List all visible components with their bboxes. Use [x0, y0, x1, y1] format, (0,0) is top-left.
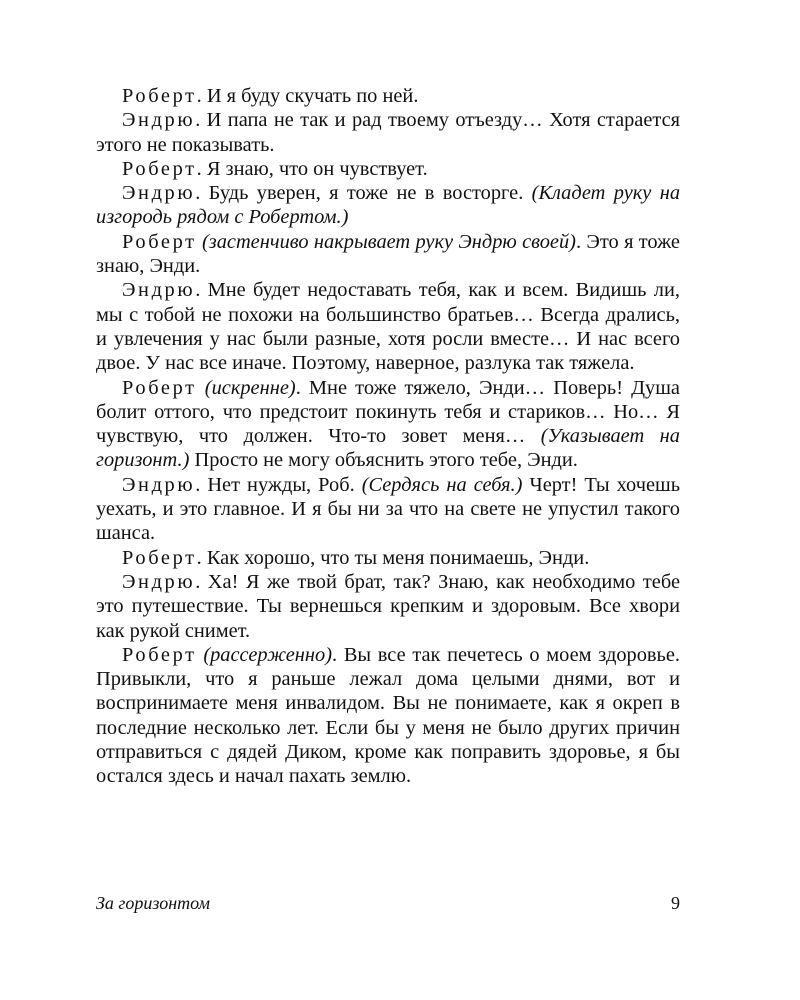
dialogue-text: . Как хорошо, что ты меня понимаешь, Энди. — [196, 546, 590, 569]
stage-direction: (Указывает на горизонт.) — [96, 425, 680, 472]
dialogue-text: Черт! Ты хочешь уехать, и это главное. И я бы ни за что на свете не упустил такого шанса. — [96, 473, 680, 545]
dialogue-paragraph — [96, 376, 680, 473]
running-title: За горизонтом — [96, 893, 210, 913]
dialogue-text: . Я знаю, что он чувствует. — [196, 157, 428, 180]
dialogue-paragraph — [96, 108, 680, 157]
dialogue-paragraph — [96, 473, 680, 546]
speaker-name: Эндрю — [122, 473, 196, 496]
text-column — [96, 84, 680, 789]
stage-direction: (застенчиво накрывает руку Эндрю своей) — [201, 230, 576, 253]
speaker-name: Эндрю — [122, 109, 196, 132]
speaker-name: Роберт — [122, 85, 197, 107]
dialogue-text: . Мне будет недоставать тебя, как и всем. Видишь ли, мы с тобой не похожи на большинство братьев… Всегда дрались, и увлечения у нас были разные, хотя росли вместе… И нас всего двое. У нас все иначе. Поэтому, наверное, разлука так тяжела. — [96, 279, 680, 375]
dialogue-paragraph — [96, 546, 680, 570]
speaker-name: Эндрю — [122, 570, 196, 593]
dialogue-text: . Мне тоже тяжело, Энди… Поверь! Душа болит оттого, что предстоит покинуть тебя и стариков… Но… Я чувствую, что должен. Что-то зовет меня… — [96, 376, 680, 448]
dialogue-text: . Это я тоже знаю, Энди. — [96, 230, 680, 278]
stage-direction: (рассерженно) — [203, 643, 333, 666]
speaker-name: Роберт — [122, 546, 197, 569]
speaker-name: Роберт — [122, 230, 197, 253]
dialogue-text: . И я буду скучать по ней. — [196, 85, 419, 107]
dialogue-paragraph — [96, 84, 680, 108]
dialogue-paragraph — [96, 278, 680, 375]
dialogue-paragraph — [96, 181, 680, 230]
speaker-name: Роберт — [122, 157, 197, 180]
dialogue-paragraph — [96, 643, 680, 789]
dialogue-text: . Ха! Я же твой брат, так? Знаю, как необходимо тебе это путешествие. Ты вернешься крепким и здоровым. Все хвори как рукой снимет. — [96, 570, 680, 642]
dialogue-text: . Нет нужды, Роб. — [195, 473, 362, 496]
page-footer — [96, 893, 680, 914]
dialogue-text: Просто не могу объяснить этого тебе, Энди. — [189, 449, 578, 472]
speaker-name: Эндрю — [122, 182, 196, 205]
dialogue-paragraph — [96, 157, 680, 181]
speaker-name: Эндрю — [122, 279, 196, 302]
dialogue-paragraph — [96, 230, 680, 279]
page-number: 9 — [671, 893, 680, 913]
speaker-name: Роберт — [122, 643, 197, 666]
speaker-name: Роберт — [122, 376, 197, 399]
dialogue-text: . Будь уверен, я тоже не в восторге. — [195, 182, 532, 205]
stage-direction: (Кладет руку на изгородь рядом с Робертом.) — [96, 182, 681, 229]
dialogue-paragraph — [96, 570, 680, 643]
dialogue-text — [197, 377, 205, 399]
stage-direction: (искренне) — [204, 376, 296, 399]
dialogue-text: . Вы все так печетесь о моем здоровье. Привыкли, что я раньше лежал дома целыми днями, вот и воспринимаете меня инвалидом. Вы не понимаете, как я окреп в последние несколько лет. Если бы у меня не было других причин отправиться с дядей Диком, кроме как поправить здоровье, я бы остался здесь и начал пахать землю. — [96, 643, 680, 788]
dialogue-text: . И папа не так и рад твоему отъезду… Хотя старается этого не показывать. — [96, 109, 680, 156]
stage-direction: (Сердясь на себя.) — [361, 473, 523, 496]
